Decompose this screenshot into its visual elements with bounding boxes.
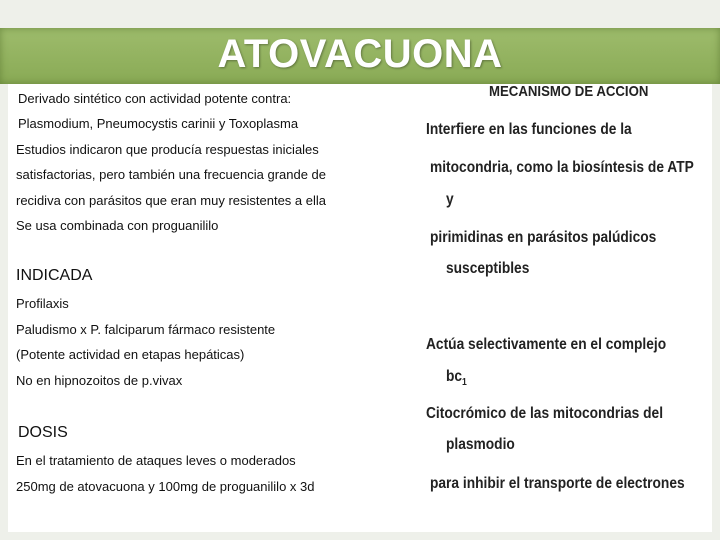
mecanismo-line-7 (446, 368, 467, 388)
mecanismo-line-9: plasmodio (446, 436, 515, 453)
mecanismo-line-2: mitocondria, como la biosíntesis de ATP (430, 159, 694, 176)
intro-line-6: Se usa combinada con proguanililo (16, 218, 219, 233)
bc-subscript: 1 (462, 377, 467, 389)
dosis-line-1: En el tratamiento de ataques leves o moderados (16, 453, 296, 468)
mecanismo-line-5: susceptibles (446, 260, 530, 277)
mecanismo-line-10: para inhibir el transporte de electrones (430, 475, 685, 492)
bc-text: bc (446, 368, 463, 385)
mecanismo-line-1: Interfiere en las funciones de la (426, 121, 632, 138)
indicada-line-2: Paludismo x P. falciparum fármaco resistente (16, 322, 276, 337)
slide-title: ATOVACUONA (217, 32, 503, 76)
mecanismo-line-6: Actúa selectivamente en el complejo (426, 336, 667, 353)
intro-line-5: recidiva con parásitos que eran muy resistentes a ella (16, 193, 326, 208)
indicada-line-4: No en hipnozoitos de p.vivax (16, 373, 183, 388)
intro-line-4: satisfactorias, pero también una frecuencia grande de (16, 167, 327, 182)
mecanismo-line-8: Citocrómico de las mitocondrias del (426, 405, 664, 422)
dosis-heading: DOSIS (18, 424, 68, 441)
indicada-line-3: (Potente actividad en etapas hepáticas) (16, 347, 245, 362)
intro-line-2: Plasmodium, Pneumocystis carinii y Toxoplasma (18, 116, 299, 131)
mecanismo-line-3: y (446, 191, 454, 208)
mecanismo-line-4: pirimidinas en parásitos palúdicos (430, 229, 657, 246)
dosis-line-2: 250mg de atovacuona y 100mg de proguanililo x 3d (16, 479, 315, 494)
indicada-heading: INDICADA (16, 267, 93, 284)
intro-line-3: Estudios indicaron que producía respuestas iniciales (16, 142, 319, 157)
intro-line-1: Derivado sintético con actividad potente contra: (18, 91, 292, 106)
indicada-line-1: Profilaxis (16, 296, 69, 311)
mecanismo-heading: MECANISMO DE ACCION (489, 83, 649, 100)
